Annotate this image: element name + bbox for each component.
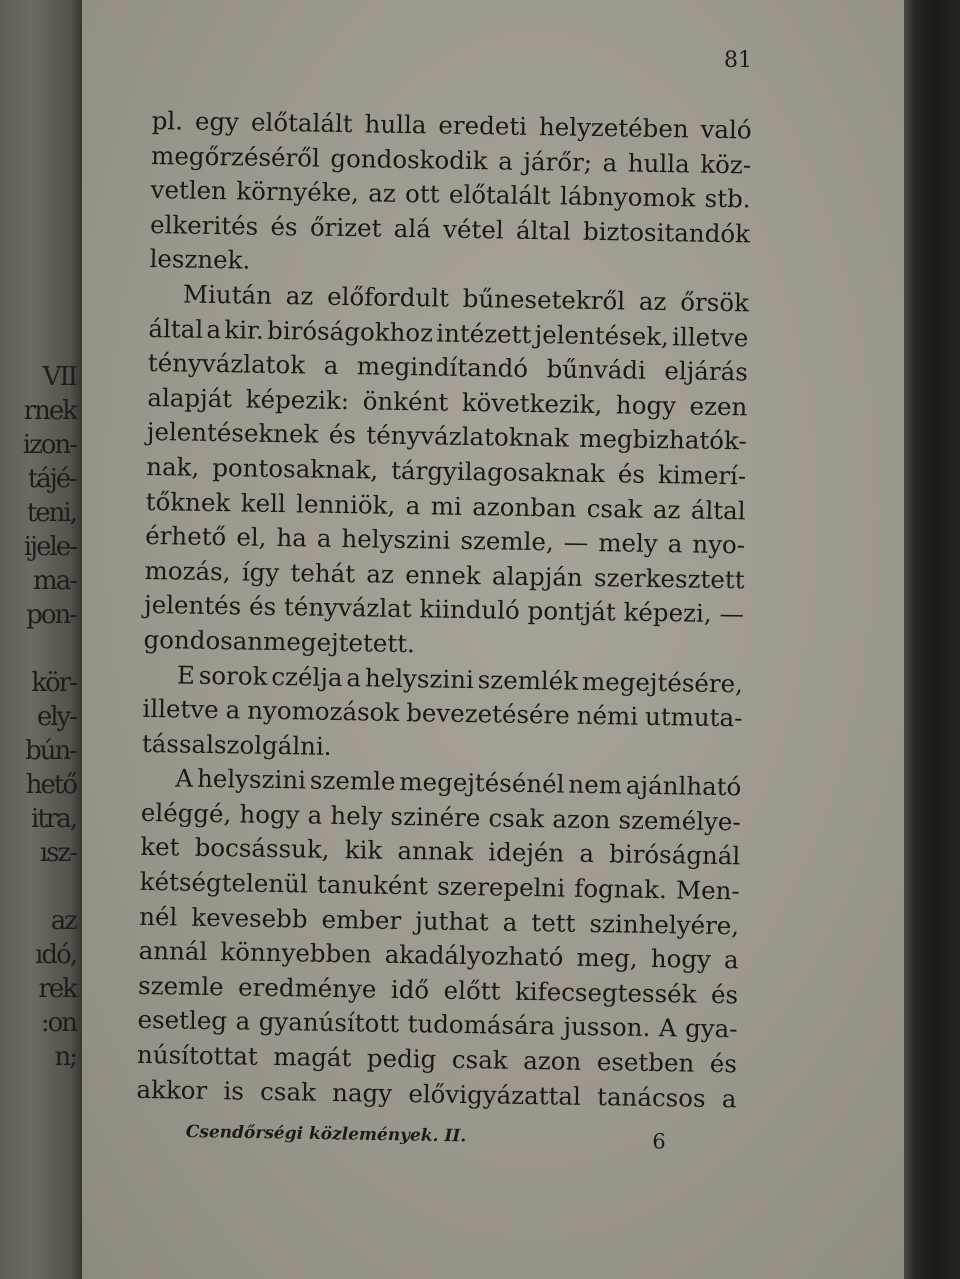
left-edge-fragment: ısz- (39, 838, 76, 868)
text-line: nél kevesebb ember juthat a tett szinhelyére, (139, 901, 740, 940)
text-line: akkor is csak nagy elővigyázattal tanácsos a (136, 1074, 737, 1113)
left-edge-fragment: n; (54, 1042, 76, 1072)
left-edge-fragment: ıdó, (35, 940, 76, 970)
left-edge-fragment: teni, (26, 498, 76, 528)
left-edge-fragment: VII (42, 362, 76, 392)
text-line: tőknek kell lenniök, a mi azonban csak az által (145, 486, 746, 525)
text-line: szemle eredménye idő előtt kifecsegtessék és (137, 970, 739, 1010)
page-number: 81 (724, 48, 752, 73)
left-edge-fragment: ijele- (23, 532, 76, 562)
text-line: esetleg a gyanúsított tudomására jusson. A gya- (137, 1005, 738, 1044)
left-edge-fragment (0, 632, 76, 666)
text-line: eléggé, hogy a hely szinére csak azon személye- (140, 797, 741, 837)
text-line: érhető el, ha a helyszini szemle, — mely a nyo- (144, 521, 746, 560)
signature-mark: 6 (652, 1129, 666, 1154)
text-line: illetve a nyomozások bevezetésére némi utmuta- (142, 694, 743, 733)
text-line: tással szolgálni. (141, 728, 332, 761)
text-line: nak, pontosaknak, tárgyilagosaknak és kimerí- (146, 451, 747, 491)
left-page-text-fragments (0, 360, 76, 1074)
left-edge-fragment: itra, (31, 804, 76, 834)
left-page-margin (0, 0, 80, 1279)
text-line: jelentés és tényvázlat kiinduló pontját képezi, — (143, 590, 745, 629)
text-line: megőrzéséről gondoskodik a járőr; a hulla köz- (150, 140, 752, 180)
text-line: Miután az előfordult bűnesetekről az őrsök (182, 279, 750, 318)
text-line: E sorok czélja a helyszini szemlék megejtésére, (176, 659, 744, 698)
footer-title: Csendőrségi közlemények. II. (185, 1122, 467, 1147)
left-edge-fragment (0, 870, 76, 904)
text-line: annál könnyebben akadályozható meg, hogy a (138, 936, 739, 975)
left-edge-fragment: rek (38, 974, 76, 1004)
text-line: mozás, így tehát az ennek alapján szerkesztett (144, 555, 745, 595)
text-line: kétségtelenül tanuként szerepelni fognak. Men- (139, 866, 740, 906)
left-edge-fragment: :on (40, 1008, 76, 1038)
text-line: jelentéseknek és tényvázlatoknak megbizhatók- (146, 417, 747, 456)
text-line: tényvázlatok a megindítandó bűnvádi eljárás (147, 348, 749, 387)
text-line: alapját képezik: önként következik, hogy ezen (147, 382, 748, 422)
text-line: elkerités és őrizet alá vétel által biztositandók (149, 209, 751, 249)
left-edge-fragment: tájé- (27, 464, 76, 494)
left-edge-fragment: hető (25, 770, 76, 800)
left-edge-fragment: izon- (22, 430, 76, 460)
left-edge-fragment: rnek (23, 396, 76, 426)
body-text (136, 104, 752, 1117)
text-line: gondosan megejtetett. (143, 624, 416, 659)
left-edge-fragment: pon- (26, 600, 76, 630)
left-edge-fragment: ma- (33, 566, 76, 596)
text-line: vetlen környéke, az ott előtalált lábnyomok stb. (150, 175, 751, 214)
left-edge-fragment: ely- (36, 702, 76, 732)
text-line: által a kir. biróságokhoz intézett jelentések, illetve (148, 313, 749, 352)
text-line: núsítottat magát pedig csak azon esetben és (136, 1039, 738, 1079)
book-binding (904, 0, 960, 1279)
text-line: pl. egy előtalált hulla eredeti helyzetében való (151, 105, 752, 145)
left-edge-fragment: az (50, 906, 76, 936)
text-line: lesznek. (149, 244, 251, 275)
left-edge-fragment: kör- (31, 668, 76, 698)
left-edge-fragment: bún- (25, 736, 76, 766)
text-line: A helyszini szemle megejtésénél nem ajánlható (175, 763, 742, 802)
text-line: ket bocsássuk, kik annak idején a biróságnál (140, 832, 741, 871)
